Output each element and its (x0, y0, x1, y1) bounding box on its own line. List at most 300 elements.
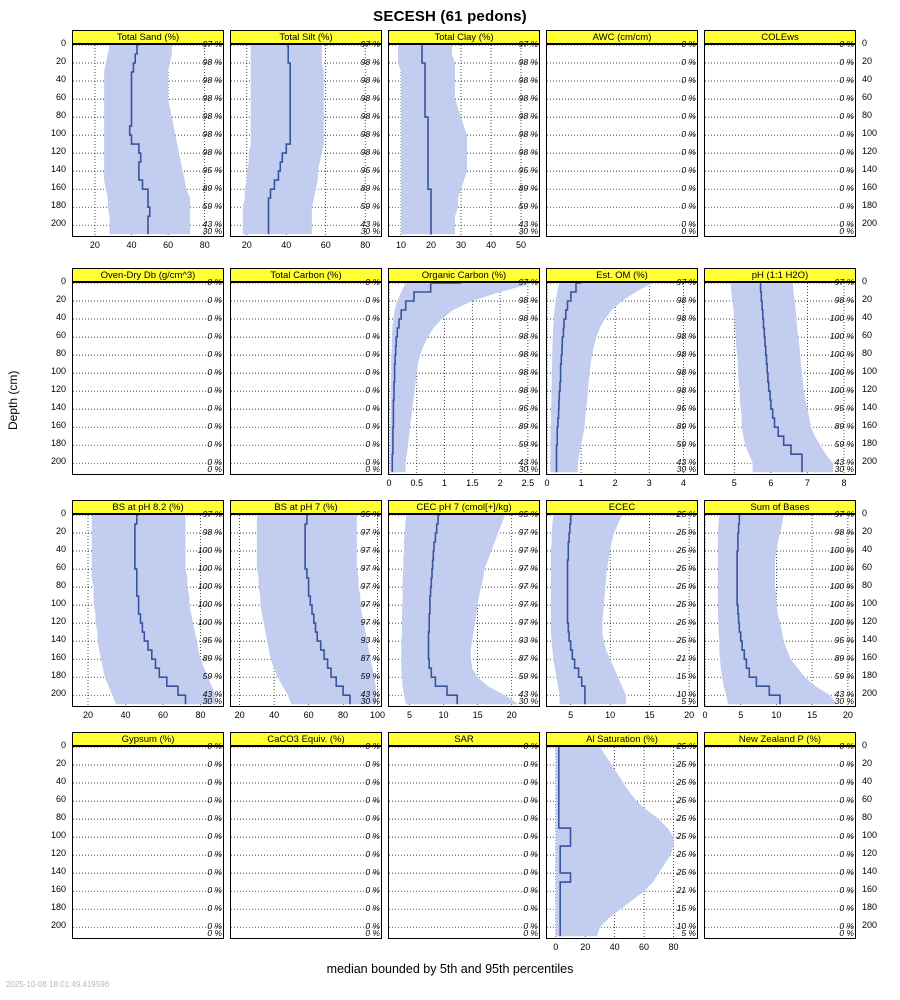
plot-area (704, 514, 856, 707)
percent-label: 0 % (365, 813, 380, 824)
percent-label: 25 % (676, 563, 696, 574)
percent-label: 0 % (365, 457, 380, 468)
percent-label: 43 % (676, 457, 696, 468)
percent-label: 30 % (834, 696, 854, 707)
percent-label: 100 % (829, 563, 854, 574)
percent-label: 0 % (681, 111, 696, 122)
depth-tick-label-right: 140 (862, 402, 878, 413)
depth-tick-label-right: 140 (862, 634, 878, 645)
x-tick-label: 0 (386, 478, 392, 488)
percent-label: 0 % (365, 313, 380, 324)
x-tick-label: 5 (406, 710, 412, 720)
plot-area (704, 44, 856, 237)
percent-label: 98 % (518, 57, 538, 68)
plot-area (72, 514, 224, 707)
percent-label: 98 % (676, 331, 696, 342)
percent-label: 97 % (360, 545, 380, 556)
percent-label: 98 % (834, 295, 854, 306)
depth-tick-label-left: 80 (55, 110, 66, 121)
percent-label: 98 % (518, 93, 538, 104)
percent-label: 5 % (681, 696, 696, 707)
percent-label: 98 % (202, 147, 222, 158)
percent-label: 43 % (518, 219, 538, 230)
percent-label: 100 % (197, 563, 222, 574)
percent-label: 0 % (839, 928, 854, 939)
x-tick-label: 60 (157, 710, 168, 720)
percent-label: 0 % (207, 421, 222, 432)
x-tick-label: 3 (646, 478, 652, 488)
depth-tick-label-right: 80 (862, 348, 873, 359)
percent-label: 21 % (676, 653, 696, 664)
plot-area (388, 514, 540, 707)
percent-label: 0 % (207, 295, 222, 306)
percent-label: 25 % (676, 581, 696, 592)
x-tick-label: 40 (126, 240, 137, 250)
percent-label: 89 % (834, 421, 854, 432)
chart-panel (704, 732, 856, 939)
depth-tick-label-left: 0 (60, 276, 66, 286)
panel-title: COLEws (704, 30, 856, 44)
percent-label: 30 % (202, 696, 222, 707)
percent-label: 0 % (365, 439, 380, 450)
percent-label: 59 % (202, 201, 222, 212)
percent-label: 0 % (365, 928, 380, 939)
percent-label: 95 % (360, 509, 380, 519)
x-tick-label: 2.5 (521, 478, 535, 488)
percent-label: 98 % (360, 129, 380, 140)
x-tick-label: 80 (195, 710, 206, 720)
percent-label: 100 % (197, 617, 222, 628)
depth-tick-label-left: 200 (50, 688, 66, 699)
percent-label: 97 % (834, 277, 854, 287)
percent-label: 97 % (360, 617, 380, 628)
depth-tick-label-right: 100 (862, 830, 878, 841)
page-title: SECESH (61 pedons) (373, 8, 527, 25)
percent-label: 93 % (360, 635, 380, 646)
plot-area (546, 44, 698, 237)
percent-label: 0 % (365, 331, 380, 342)
percent-label: 97 % (360, 527, 380, 538)
x-tick-label: 30 (455, 240, 466, 250)
percent-label: 100 % (829, 617, 854, 628)
percent-label: 43 % (834, 457, 854, 468)
percent-label: 25 % (676, 509, 696, 519)
percent-label: 98 % (360, 147, 380, 158)
percent-label: 0 % (207, 741, 222, 751)
percent-label: 98 % (676, 349, 696, 360)
percent-label: 100 % (197, 545, 222, 556)
percent-label: 0 % (839, 147, 854, 158)
percent-label: 97 % (518, 563, 538, 574)
percent-label: 0 % (523, 849, 538, 860)
x-tick-label: 5 (738, 710, 744, 720)
panel-title: CaCO3 Equiv. (%) (230, 732, 382, 746)
percent-label: 89 % (518, 183, 538, 194)
chart-panel (388, 30, 540, 237)
percent-label: 100 % (829, 385, 854, 396)
percent-label: 0 % (365, 385, 380, 396)
plot-area (546, 746, 698, 939)
percent-label: 100 % (197, 599, 222, 610)
percent-label: 25 % (676, 599, 696, 610)
percent-label: 0 % (523, 777, 538, 788)
plot-area (230, 746, 382, 939)
percent-label: 0 % (207, 849, 222, 860)
chart-panel (546, 732, 698, 939)
depth-tick-label-right: 20 (862, 758, 873, 769)
x-tick-label: 80 (338, 710, 349, 720)
percent-label: 0 % (523, 795, 538, 806)
x-tick-label: 0.5 (410, 478, 424, 488)
percent-label: 59 % (518, 201, 538, 212)
depth-tick-label-right: 20 (862, 56, 873, 67)
percent-label: 97 % (202, 509, 222, 519)
depth-tick-label-right: 160 (862, 420, 878, 431)
x-tick-label: 60 (639, 942, 650, 952)
x-tick-label: 20 (684, 710, 695, 720)
percent-label: 98 % (202, 93, 222, 104)
percent-label: 98 % (518, 129, 538, 140)
plot-area (230, 282, 382, 475)
x-tick-label: 10 (395, 240, 406, 250)
percent-label: 89 % (202, 183, 222, 194)
panel-title: Sum of Bases (704, 500, 856, 514)
percent-label: 0 % (839, 813, 854, 824)
depth-tick-label-right: 80 (862, 110, 873, 121)
depth-tick-label-left: 140 (50, 866, 66, 877)
depth-tick-label-left: 100 (50, 598, 66, 609)
percent-label: 30 % (834, 464, 854, 475)
depth-tick-label-right: 140 (862, 866, 878, 877)
depth-tick-label-left: 120 (50, 384, 66, 395)
depth-tick-label-left: 80 (55, 348, 66, 359)
percent-label: 15 % (676, 903, 696, 914)
depth-tick-label-right: 120 (862, 384, 878, 395)
depth-tick-label-right: 180 (862, 902, 878, 913)
chart-panel (704, 500, 856, 707)
x-tick-label: 15 (644, 710, 655, 720)
percent-label: 10 % (676, 689, 696, 700)
percent-label: 59 % (834, 671, 854, 682)
depth-tick-label-left: 160 (50, 652, 66, 663)
percent-label: 0 % (839, 39, 854, 49)
percent-label: 0 % (839, 129, 854, 140)
depth-tick-label-left: 0 (60, 740, 66, 750)
chart-panel (72, 500, 224, 707)
panel-title: New Zealand P (%) (704, 732, 856, 746)
depth-tick-label-right: 100 (862, 366, 878, 377)
percent-label: 95 % (202, 635, 222, 646)
panel-title: Est. OM (%) (546, 268, 698, 282)
percent-label: 100 % (197, 581, 222, 592)
depth-tick-label-right: 40 (862, 74, 873, 85)
percent-label: 0 % (681, 183, 696, 194)
depth-tick-label-right: 160 (862, 884, 878, 895)
percent-label: 98 % (518, 147, 538, 158)
depth-tick-label-left: 160 (50, 884, 66, 895)
percent-label: 98 % (202, 75, 222, 86)
percent-label: 25 % (676, 635, 696, 646)
depth-tick-label-left: 180 (50, 902, 66, 913)
depth-tick-label-left: 80 (55, 812, 66, 823)
percent-label: 98 % (202, 527, 222, 538)
chart-panel (546, 30, 698, 237)
percent-label: 59 % (518, 439, 538, 450)
x-tick-label: 40 (281, 240, 292, 250)
percent-label: 0 % (365, 849, 380, 860)
x-tick-label: 80 (199, 240, 210, 250)
percent-label: 87 % (518, 653, 538, 664)
panel-title: Total Sand (%) (72, 30, 224, 44)
percent-label: 0 % (207, 385, 222, 396)
x-tick-label: 10 (771, 710, 782, 720)
percent-label: 89 % (834, 653, 854, 664)
panel-title: CEC pH 7 (cmol[+]/kg) (388, 500, 540, 514)
x-tick-label: 1 (578, 478, 584, 488)
percent-label: 30 % (360, 226, 380, 237)
chart-panel (546, 268, 698, 475)
percent-label: 25 % (676, 777, 696, 788)
percent-label: 0 % (207, 313, 222, 324)
percent-label: 98 % (360, 57, 380, 68)
percent-label: 0 % (681, 147, 696, 158)
percent-label: 43 % (518, 689, 538, 700)
depth-tick-label-right: 100 (862, 128, 878, 139)
depth-tick-label-left: 40 (55, 776, 66, 787)
depth-tick-label-right: 180 (862, 670, 878, 681)
percent-label: 0 % (681, 201, 696, 212)
chart-panel (546, 500, 698, 707)
x-tick-label: 2 (612, 478, 618, 488)
x-tick-label: 1.5 (466, 478, 479, 488)
percent-label: 0 % (681, 57, 696, 68)
percent-label: 0 % (365, 759, 380, 770)
percent-label: 0 % (365, 831, 380, 842)
percent-label: 0 % (365, 295, 380, 306)
percent-label: 0 % (839, 777, 854, 788)
percent-label: 97 % (518, 581, 538, 592)
depth-tick-label-left: 20 (55, 758, 66, 769)
percent-label: 97 % (360, 39, 380, 49)
percent-label: 0 % (207, 928, 222, 939)
panel-title: Total Carbon (%) (230, 268, 382, 282)
plot-area (72, 44, 224, 237)
percent-label: 97 % (518, 527, 538, 538)
y-axis-label: Depth (cm) (6, 370, 20, 430)
x-tick-label: 40 (120, 710, 131, 720)
plot-area (546, 282, 698, 475)
percent-label: 0 % (365, 403, 380, 414)
percent-label: 98 % (518, 367, 538, 378)
percent-label: 0 % (839, 921, 854, 932)
depth-tick-label-left: 60 (55, 92, 66, 103)
chart-panel (704, 268, 856, 475)
percent-label: 43 % (360, 219, 380, 230)
percent-label: 0 % (365, 464, 380, 475)
plot-area (230, 44, 382, 237)
percent-label: 25 % (676, 849, 696, 860)
depth-tick-label-left: 100 (50, 830, 66, 841)
plot-area (546, 514, 698, 707)
percent-label: 43 % (518, 457, 538, 468)
chart-panel (230, 732, 382, 939)
depth-tick-label-left: 60 (55, 562, 66, 573)
percent-label: 0 % (523, 759, 538, 770)
percent-label: 0 % (523, 813, 538, 824)
depth-tick-label-left: 0 (60, 38, 66, 48)
chart-panel (72, 732, 224, 939)
percent-label: 0 % (207, 903, 222, 914)
x-tick-label: 5 (731, 478, 737, 488)
x-tick-label: 0 (702, 710, 708, 720)
percent-label: 0 % (839, 759, 854, 770)
percent-label: 15 % (676, 671, 696, 682)
x-tick-label: 60 (163, 240, 174, 250)
percent-label: 0 % (839, 57, 854, 68)
panel-title: Gypsum (%) (72, 732, 224, 746)
depth-tick-label-left: 160 (50, 420, 66, 431)
x-tick-label: 40 (485, 240, 496, 250)
percent-label: 0 % (365, 795, 380, 806)
percent-label: 59 % (360, 671, 380, 682)
percent-label: 0 % (207, 277, 222, 287)
panel-title: BS at pH 8.2 (%) (72, 500, 224, 514)
panel-title: pH (1:1 H2O) (704, 268, 856, 282)
x-tick-label: 80 (360, 240, 371, 250)
percent-label: 95 % (834, 635, 854, 646)
percent-label: 43 % (360, 689, 380, 700)
depth-tick-label-left: 160 (50, 182, 66, 193)
percent-label: 0 % (207, 403, 222, 414)
percent-label: 0 % (207, 777, 222, 788)
percent-label: 30 % (518, 696, 538, 707)
x-tick-label: 10 (605, 710, 616, 720)
percent-label: 0 % (839, 111, 854, 122)
plot-area (388, 282, 540, 475)
depth-tick-label-right: 200 (862, 218, 878, 229)
percent-label: 98 % (202, 129, 222, 140)
percent-label: 100 % (829, 349, 854, 360)
depth-tick-label-right: 0 (862, 38, 868, 48)
percent-label: 0 % (365, 277, 380, 287)
percent-label: 95 % (202, 165, 222, 176)
percent-label: 98 % (676, 313, 696, 324)
percent-label: 0 % (207, 367, 222, 378)
percent-label: 97 % (360, 581, 380, 592)
percent-label: 97 % (518, 277, 538, 287)
percent-label: 89 % (518, 421, 538, 432)
percent-label: 100 % (829, 367, 854, 378)
percent-label: 0 % (839, 885, 854, 896)
percent-label: 0 % (207, 457, 222, 468)
chart-panel (230, 30, 382, 237)
depth-tick-label-left: 20 (55, 526, 66, 537)
x-tick-label: 100 (370, 710, 386, 720)
percent-label: 0 % (839, 183, 854, 194)
depth-tick-label-left: 180 (50, 438, 66, 449)
depth-tick-label-right: 0 (862, 508, 868, 518)
x-tick-label: 0 (544, 478, 550, 488)
depth-tick-label-right: 60 (862, 330, 873, 341)
percent-label: 98 % (518, 349, 538, 360)
depth-tick-label-right: 20 (862, 294, 873, 305)
chart-panel (230, 500, 382, 707)
depth-tick-label-right: 40 (862, 776, 873, 787)
percent-label: 0 % (523, 903, 538, 914)
x-tick-label: 40 (609, 942, 620, 952)
percent-label: 95 % (676, 403, 696, 414)
depth-tick-label-right: 40 (862, 544, 873, 555)
chart-panel (388, 732, 540, 939)
percent-label: 98 % (518, 385, 538, 396)
depth-tick-label-left: 80 (55, 580, 66, 591)
plot-area (72, 746, 224, 939)
depth-tick-label-right: 180 (862, 438, 878, 449)
percent-label: 59 % (834, 439, 854, 450)
depth-tick-label-left: 100 (50, 128, 66, 139)
depth-tick-label-right: 60 (862, 92, 873, 103)
percent-label: 59 % (518, 671, 538, 682)
percent-label: 97 % (202, 39, 222, 49)
x-tick-label: 0 (553, 942, 559, 952)
chart-panel (230, 268, 382, 475)
percent-label: 43 % (202, 689, 222, 700)
depth-tick-label-left: 140 (50, 634, 66, 645)
plot-area (72, 282, 224, 475)
percent-label: 0 % (365, 421, 380, 432)
percent-label: 30 % (360, 696, 380, 707)
percent-label: 98 % (518, 331, 538, 342)
percent-label: 25 % (676, 813, 696, 824)
percent-label: 25 % (676, 617, 696, 628)
percent-label: 25 % (676, 831, 696, 842)
panel-title: Oven-Dry Db (g/cm^3) (72, 268, 224, 282)
chart-panel (388, 500, 540, 707)
plot-area (388, 746, 540, 939)
depth-tick-label-right: 120 (862, 616, 878, 627)
percent-label: 0 % (839, 831, 854, 842)
percent-label: 25 % (676, 867, 696, 878)
x-tick-label: 60 (320, 240, 331, 250)
percent-label: 0 % (207, 813, 222, 824)
percent-label: 0 % (681, 129, 696, 140)
x-tick-label: 2 (497, 478, 503, 488)
percent-label: 98 % (518, 295, 538, 306)
percent-label: 97 % (360, 599, 380, 610)
percent-label: 25 % (676, 759, 696, 770)
percent-label: 0 % (839, 741, 854, 751)
chart-panel (388, 268, 540, 475)
percent-label: 100 % (829, 331, 854, 342)
percent-label: 98 % (676, 295, 696, 306)
percent-label: 97 % (518, 617, 538, 628)
percent-label: 0 % (365, 349, 380, 360)
percent-label: 0 % (681, 165, 696, 176)
percent-label: 87 % (360, 653, 380, 664)
percent-label: 93 % (518, 635, 538, 646)
percent-label: 98 % (834, 527, 854, 538)
depth-tick-label-left: 120 (50, 146, 66, 157)
percent-label: 0 % (681, 75, 696, 86)
percent-label: 0 % (681, 39, 696, 49)
depth-tick-label-left: 200 (50, 456, 66, 467)
depth-tick-label-right: 200 (862, 456, 878, 467)
percent-label: 0 % (207, 921, 222, 932)
x-tick-label: 20 (234, 710, 245, 720)
percent-label: 0 % (207, 331, 222, 342)
depth-tick-label-left: 20 (55, 56, 66, 67)
percent-label: 0 % (207, 464, 222, 475)
